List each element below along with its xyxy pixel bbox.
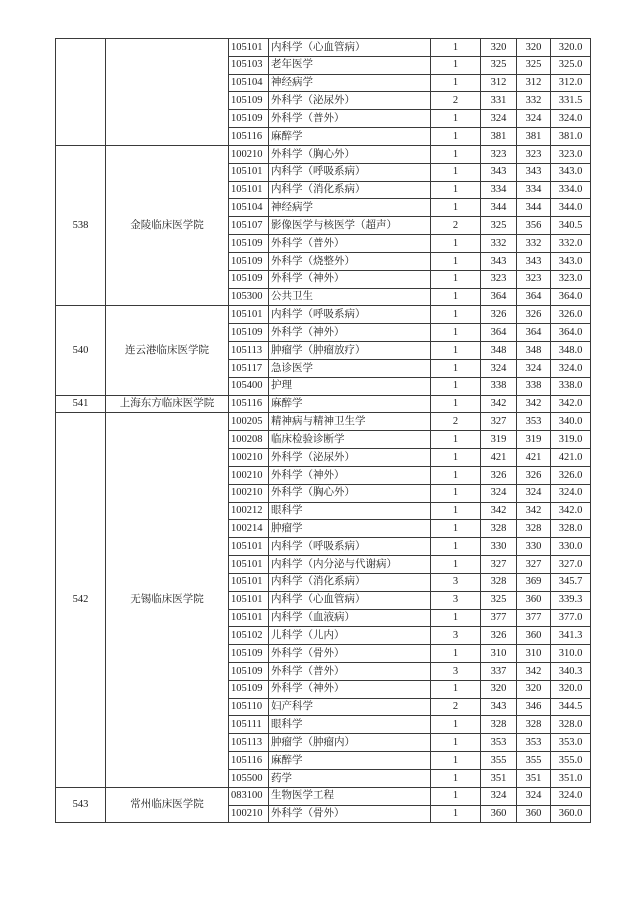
major-name-cell: 外科学（骨外） — [269, 805, 431, 823]
major-code-cell: 100208 — [229, 431, 269, 449]
avg-score-cell: 320.0 — [551, 680, 591, 698]
school-code-cell — [56, 39, 106, 146]
min-score-cell: 324 — [481, 787, 517, 805]
major-code-cell: 105113 — [229, 342, 269, 360]
max-score-cell: 351 — [517, 769, 551, 787]
max-score-cell: 312 — [517, 74, 551, 92]
enrollment-count-cell: 1 — [431, 716, 481, 734]
school-code-cell: 541 — [56, 395, 106, 413]
major-name-cell: 外科学（普外） — [269, 662, 431, 680]
enrollment-count-cell: 1 — [431, 787, 481, 805]
major-name-cell: 麻醉学 — [269, 395, 431, 413]
avg-score-cell: 351.0 — [551, 769, 591, 787]
avg-score-cell: 312.0 — [551, 74, 591, 92]
avg-score-cell: 364.0 — [551, 324, 591, 342]
major-name-cell: 外科学（胸心外） — [269, 484, 431, 502]
min-score-cell: 355 — [481, 752, 517, 770]
max-score-cell: 342 — [517, 662, 551, 680]
major-name-cell: 药学 — [269, 769, 431, 787]
enrollment-count-cell: 1 — [431, 805, 481, 823]
major-name-cell: 生物医学工程 — [269, 787, 431, 805]
major-name-cell: 内科学（消化系病） — [269, 573, 431, 591]
enrollment-count-cell: 1 — [431, 235, 481, 253]
min-score-cell: 364 — [481, 324, 517, 342]
avg-score-cell: 324.0 — [551, 484, 591, 502]
max-score-cell: 360 — [517, 591, 551, 609]
avg-score-cell: 364.0 — [551, 288, 591, 306]
max-score-cell: 364 — [517, 288, 551, 306]
enrollment-count-cell: 1 — [431, 324, 481, 342]
major-name-cell: 影像医学与核医学（超声） — [269, 217, 431, 235]
min-score-cell: 324 — [481, 110, 517, 128]
enrollment-count-cell: 1 — [431, 680, 481, 698]
avg-score-cell: 332.0 — [551, 235, 591, 253]
enrollment-count-cell: 1 — [431, 110, 481, 128]
major-code-cell: 105101 — [229, 573, 269, 591]
enrollment-count-cell: 1 — [431, 252, 481, 270]
major-code-cell: 105104 — [229, 199, 269, 217]
max-score-cell: 346 — [517, 698, 551, 716]
avg-score-cell: 353.0 — [551, 734, 591, 752]
major-code-cell: 105500 — [229, 769, 269, 787]
min-score-cell: 353 — [481, 734, 517, 752]
max-score-cell: 356 — [517, 217, 551, 235]
major-code-cell: 105109 — [229, 645, 269, 663]
major-code-cell: 105109 — [229, 92, 269, 110]
school-code-cell: 540 — [56, 306, 106, 395]
max-score-cell: 342 — [517, 502, 551, 520]
major-name-cell: 内科学（心血管病） — [269, 591, 431, 609]
avg-score-cell: 324.0 — [551, 359, 591, 377]
enrollment-count-cell: 3 — [431, 627, 481, 645]
min-score-cell: 343 — [481, 252, 517, 270]
enrollment-count-cell: 1 — [431, 270, 481, 288]
min-score-cell: 331 — [481, 92, 517, 110]
enrollment-count-cell: 2 — [431, 413, 481, 431]
enrollment-count-cell: 2 — [431, 698, 481, 716]
min-score-cell: 323 — [481, 145, 517, 163]
major-code-cell: 105116 — [229, 752, 269, 770]
enrollment-count-cell: 3 — [431, 591, 481, 609]
major-name-cell: 麻醉学 — [269, 752, 431, 770]
avg-score-cell: 328.0 — [551, 716, 591, 734]
admission-scores-table — [55, 38, 591, 823]
avg-score-cell: 340.5 — [551, 217, 591, 235]
min-score-cell: 344 — [481, 199, 517, 217]
major-name-cell: 公共卫生 — [269, 288, 431, 306]
avg-score-cell: 360.0 — [551, 805, 591, 823]
major-code-cell: 105400 — [229, 377, 269, 395]
major-name-cell: 外科学（神外） — [269, 324, 431, 342]
table-row — [56, 413, 591, 431]
avg-score-cell: 320.0 — [551, 39, 591, 57]
school-name-cell — [106, 39, 229, 146]
min-score-cell: 342 — [481, 502, 517, 520]
major-name-cell: 肿瘤学 — [269, 520, 431, 538]
major-name-cell: 外科学（神外） — [269, 680, 431, 698]
major-code-cell: 105101 — [229, 306, 269, 324]
max-score-cell: 421 — [517, 449, 551, 467]
min-score-cell: 343 — [481, 698, 517, 716]
max-score-cell: 364 — [517, 324, 551, 342]
max-score-cell: 360 — [517, 627, 551, 645]
major-name-cell: 内科学（内分泌与代谢病） — [269, 556, 431, 574]
school-name-cell: 金陵临床医学院 — [106, 145, 229, 305]
table-row — [56, 145, 591, 163]
avg-score-cell: 328.0 — [551, 520, 591, 538]
min-score-cell: 348 — [481, 342, 517, 360]
min-score-cell: 343 — [481, 163, 517, 181]
major-name-cell: 临床检验诊断学 — [269, 431, 431, 449]
max-score-cell: 323 — [517, 270, 551, 288]
enrollment-count-cell: 1 — [431, 449, 481, 467]
major-code-cell: 100212 — [229, 502, 269, 520]
major-name-cell: 外科学（泌尿外） — [269, 449, 431, 467]
major-code-cell: 105104 — [229, 74, 269, 92]
table-row — [56, 39, 591, 57]
max-score-cell: 323 — [517, 145, 551, 163]
major-code-cell: 105103 — [229, 56, 269, 74]
table-row — [56, 306, 591, 324]
max-score-cell: 369 — [517, 573, 551, 591]
min-score-cell: 326 — [481, 627, 517, 645]
major-code-cell: 105109 — [229, 270, 269, 288]
enrollment-count-cell: 1 — [431, 377, 481, 395]
major-name-cell: 神经病学 — [269, 74, 431, 92]
school-code-cell: 543 — [56, 787, 106, 823]
avg-score-cell: 342.0 — [551, 395, 591, 413]
avg-score-cell: 323.0 — [551, 270, 591, 288]
min-score-cell: 377 — [481, 609, 517, 627]
major-name-cell: 外科学（骨外） — [269, 645, 431, 663]
max-score-cell: 355 — [517, 752, 551, 770]
avg-score-cell: 340.3 — [551, 662, 591, 680]
school-name-cell: 上海东方临床医学院 — [106, 395, 229, 413]
major-code-cell: 105109 — [229, 235, 269, 253]
max-score-cell: 342 — [517, 395, 551, 413]
max-score-cell: 324 — [517, 359, 551, 377]
major-code-cell: 105110 — [229, 698, 269, 716]
max-score-cell: 360 — [517, 805, 551, 823]
enrollment-count-cell: 1 — [431, 342, 481, 360]
enrollment-count-cell: 1 — [431, 769, 481, 787]
enrollment-count-cell: 1 — [431, 752, 481, 770]
enrollment-count-cell: 1 — [431, 609, 481, 627]
max-score-cell: 332 — [517, 235, 551, 253]
min-score-cell: 332 — [481, 235, 517, 253]
max-score-cell: 327 — [517, 556, 551, 574]
enrollment-count-cell: 1 — [431, 306, 481, 324]
max-score-cell: 353 — [517, 734, 551, 752]
enrollment-count-cell: 2 — [431, 92, 481, 110]
major-name-cell: 外科学（泌尿外） — [269, 92, 431, 110]
major-code-cell: 083100 — [229, 787, 269, 805]
table-body — [56, 39, 591, 823]
enrollment-count-cell: 1 — [431, 484, 481, 502]
major-name-cell: 精神病与精神卫生学 — [269, 413, 431, 431]
major-name-cell: 内科学（血液病） — [269, 609, 431, 627]
min-score-cell: 328 — [481, 520, 517, 538]
school-name-cell: 常州临床医学院 — [106, 787, 229, 823]
major-name-cell: 护理 — [269, 377, 431, 395]
avg-score-cell: 345.7 — [551, 573, 591, 591]
max-score-cell: 320 — [517, 680, 551, 698]
avg-score-cell: 331.5 — [551, 92, 591, 110]
enrollment-count-cell: 1 — [431, 502, 481, 520]
avg-score-cell: 319.0 — [551, 431, 591, 449]
max-score-cell: 328 — [517, 716, 551, 734]
major-code-cell: 105101 — [229, 591, 269, 609]
major-code-cell: 100210 — [229, 484, 269, 502]
min-score-cell: 364 — [481, 288, 517, 306]
enrollment-count-cell: 1 — [431, 181, 481, 199]
min-score-cell: 323 — [481, 270, 517, 288]
major-name-cell: 儿科学（儿内） — [269, 627, 431, 645]
max-score-cell: 343 — [517, 252, 551, 270]
min-score-cell: 337 — [481, 662, 517, 680]
enrollment-count-cell: 1 — [431, 431, 481, 449]
major-code-cell: 105117 — [229, 359, 269, 377]
min-score-cell: 310 — [481, 645, 517, 663]
max-score-cell: 344 — [517, 199, 551, 217]
min-score-cell: 360 — [481, 805, 517, 823]
major-name-cell: 麻醉学 — [269, 128, 431, 146]
enrollment-count-cell: 1 — [431, 74, 481, 92]
major-code-cell: 100214 — [229, 520, 269, 538]
avg-score-cell: 344.0 — [551, 199, 591, 217]
avg-score-cell: 377.0 — [551, 609, 591, 627]
avg-score-cell: 348.0 — [551, 342, 591, 360]
avg-score-cell: 343.0 — [551, 163, 591, 181]
max-score-cell: 334 — [517, 181, 551, 199]
max-score-cell: 310 — [517, 645, 551, 663]
school-name-cell: 连云港临床医学院 — [106, 306, 229, 395]
enrollment-count-cell: 1 — [431, 466, 481, 484]
avg-score-cell: 339.3 — [551, 591, 591, 609]
max-score-cell: 325 — [517, 56, 551, 74]
major-code-cell: 100210 — [229, 805, 269, 823]
enrollment-count-cell: 1 — [431, 645, 481, 663]
major-code-cell: 105101 — [229, 538, 269, 556]
major-code-cell: 105109 — [229, 252, 269, 270]
max-score-cell: 324 — [517, 484, 551, 502]
avg-score-cell: 340.0 — [551, 413, 591, 431]
min-score-cell: 320 — [481, 39, 517, 57]
enrollment-count-cell: 1 — [431, 288, 481, 306]
max-score-cell: 330 — [517, 538, 551, 556]
avg-score-cell: 327.0 — [551, 556, 591, 574]
avg-score-cell: 342.0 — [551, 502, 591, 520]
avg-score-cell: 326.0 — [551, 306, 591, 324]
min-score-cell: 326 — [481, 466, 517, 484]
major-code-cell: 105109 — [229, 324, 269, 342]
avg-score-cell: 355.0 — [551, 752, 591, 770]
major-name-cell: 眼科学 — [269, 502, 431, 520]
max-score-cell: 324 — [517, 787, 551, 805]
avg-score-cell: 341.3 — [551, 627, 591, 645]
enrollment-count-cell: 1 — [431, 163, 481, 181]
max-score-cell: 324 — [517, 110, 551, 128]
min-score-cell: 330 — [481, 538, 517, 556]
min-score-cell: 324 — [481, 359, 517, 377]
table-row — [56, 395, 591, 413]
major-code-cell: 105107 — [229, 217, 269, 235]
max-score-cell: 381 — [517, 128, 551, 146]
min-score-cell: 328 — [481, 573, 517, 591]
min-score-cell: 338 — [481, 377, 517, 395]
major-name-cell: 外科学（普外） — [269, 110, 431, 128]
major-code-cell: 100210 — [229, 449, 269, 467]
school-code-cell: 542 — [56, 413, 106, 787]
major-name-cell: 急诊医学 — [269, 359, 431, 377]
min-score-cell: 326 — [481, 306, 517, 324]
enrollment-count-cell: 2 — [431, 217, 481, 235]
min-score-cell: 327 — [481, 556, 517, 574]
table-row — [56, 787, 591, 805]
major-name-cell: 内科学（呼吸系病） — [269, 538, 431, 556]
avg-score-cell: 338.0 — [551, 377, 591, 395]
max-score-cell: 326 — [517, 306, 551, 324]
major-code-cell: 105101 — [229, 39, 269, 57]
avg-score-cell: 310.0 — [551, 645, 591, 663]
major-name-cell: 外科学（烧整外） — [269, 252, 431, 270]
major-name-cell: 眼科学 — [269, 716, 431, 734]
min-score-cell: 312 — [481, 74, 517, 92]
major-name-cell: 内科学（心血管病） — [269, 39, 431, 57]
enrollment-count-cell: 1 — [431, 538, 481, 556]
enrollment-count-cell: 1 — [431, 128, 481, 146]
avg-score-cell: 381.0 — [551, 128, 591, 146]
major-name-cell: 内科学（消化系病） — [269, 181, 431, 199]
major-code-cell: 100210 — [229, 145, 269, 163]
major-code-cell: 105101 — [229, 609, 269, 627]
major-name-cell: 神经病学 — [269, 199, 431, 217]
min-score-cell: 324 — [481, 484, 517, 502]
avg-score-cell: 343.0 — [551, 252, 591, 270]
major-name-cell: 老年医学 — [269, 56, 431, 74]
major-name-cell: 肿瘤学（肿瘤放疗） — [269, 342, 431, 360]
enrollment-count-cell: 1 — [431, 56, 481, 74]
major-code-cell: 105101 — [229, 181, 269, 199]
enrollment-count-cell: 3 — [431, 662, 481, 680]
major-code-cell: 105101 — [229, 163, 269, 181]
max-score-cell: 353 — [517, 413, 551, 431]
min-score-cell: 325 — [481, 56, 517, 74]
major-code-cell: 105109 — [229, 680, 269, 698]
avg-score-cell: 330.0 — [551, 538, 591, 556]
school-code-cell: 538 — [56, 145, 106, 305]
max-score-cell: 326 — [517, 466, 551, 484]
major-code-cell: 100210 — [229, 466, 269, 484]
major-code-cell: 105109 — [229, 110, 269, 128]
min-score-cell: 325 — [481, 217, 517, 235]
major-name-cell: 外科学（神外） — [269, 466, 431, 484]
major-code-cell: 105116 — [229, 128, 269, 146]
avg-score-cell: 344.5 — [551, 698, 591, 716]
min-score-cell: 325 — [481, 591, 517, 609]
max-score-cell: 320 — [517, 39, 551, 57]
enrollment-count-cell: 1 — [431, 199, 481, 217]
major-code-cell: 105300 — [229, 288, 269, 306]
min-score-cell: 327 — [481, 413, 517, 431]
enrollment-count-cell: 1 — [431, 39, 481, 57]
major-code-cell: 105116 — [229, 395, 269, 413]
major-name-cell: 外科学（神外） — [269, 270, 431, 288]
max-score-cell: 328 — [517, 520, 551, 538]
major-name-cell: 肿瘤学（肿瘤内） — [269, 734, 431, 752]
min-score-cell: 421 — [481, 449, 517, 467]
major-name-cell: 内科学（呼吸系病） — [269, 306, 431, 324]
min-score-cell: 320 — [481, 680, 517, 698]
major-code-cell: 105111 — [229, 716, 269, 734]
max-score-cell: 343 — [517, 163, 551, 181]
max-score-cell: 319 — [517, 431, 551, 449]
enrollment-count-cell: 1 — [431, 359, 481, 377]
major-code-cell: 105109 — [229, 662, 269, 680]
avg-score-cell: 324.0 — [551, 110, 591, 128]
avg-score-cell: 326.0 — [551, 466, 591, 484]
major-code-cell: 105113 — [229, 734, 269, 752]
enrollment-count-cell: 1 — [431, 520, 481, 538]
avg-score-cell: 334.0 — [551, 181, 591, 199]
enrollment-count-cell: 3 — [431, 573, 481, 591]
enrollment-count-cell: 1 — [431, 395, 481, 413]
enrollment-count-cell: 1 — [431, 145, 481, 163]
avg-score-cell: 323.0 — [551, 145, 591, 163]
max-score-cell: 338 — [517, 377, 551, 395]
min-score-cell: 334 — [481, 181, 517, 199]
major-name-cell: 外科学（胸心外） — [269, 145, 431, 163]
max-score-cell: 377 — [517, 609, 551, 627]
major-code-cell: 105102 — [229, 627, 269, 645]
min-score-cell: 351 — [481, 769, 517, 787]
major-name-cell: 妇产科学 — [269, 698, 431, 716]
avg-score-cell: 421.0 — [551, 449, 591, 467]
school-name-cell: 无锡临床医学院 — [106, 413, 229, 787]
min-score-cell: 319 — [481, 431, 517, 449]
max-score-cell: 332 — [517, 92, 551, 110]
major-code-cell: 105101 — [229, 556, 269, 574]
min-score-cell: 342 — [481, 395, 517, 413]
major-code-cell: 100205 — [229, 413, 269, 431]
enrollment-count-cell: 1 — [431, 556, 481, 574]
min-score-cell: 381 — [481, 128, 517, 146]
major-name-cell: 内科学（呼吸系病） — [269, 163, 431, 181]
max-score-cell: 348 — [517, 342, 551, 360]
enrollment-count-cell: 1 — [431, 734, 481, 752]
min-score-cell: 328 — [481, 716, 517, 734]
major-name-cell: 外科学（普外） — [269, 235, 431, 253]
avg-score-cell: 325.0 — [551, 56, 591, 74]
avg-score-cell: 324.0 — [551, 787, 591, 805]
